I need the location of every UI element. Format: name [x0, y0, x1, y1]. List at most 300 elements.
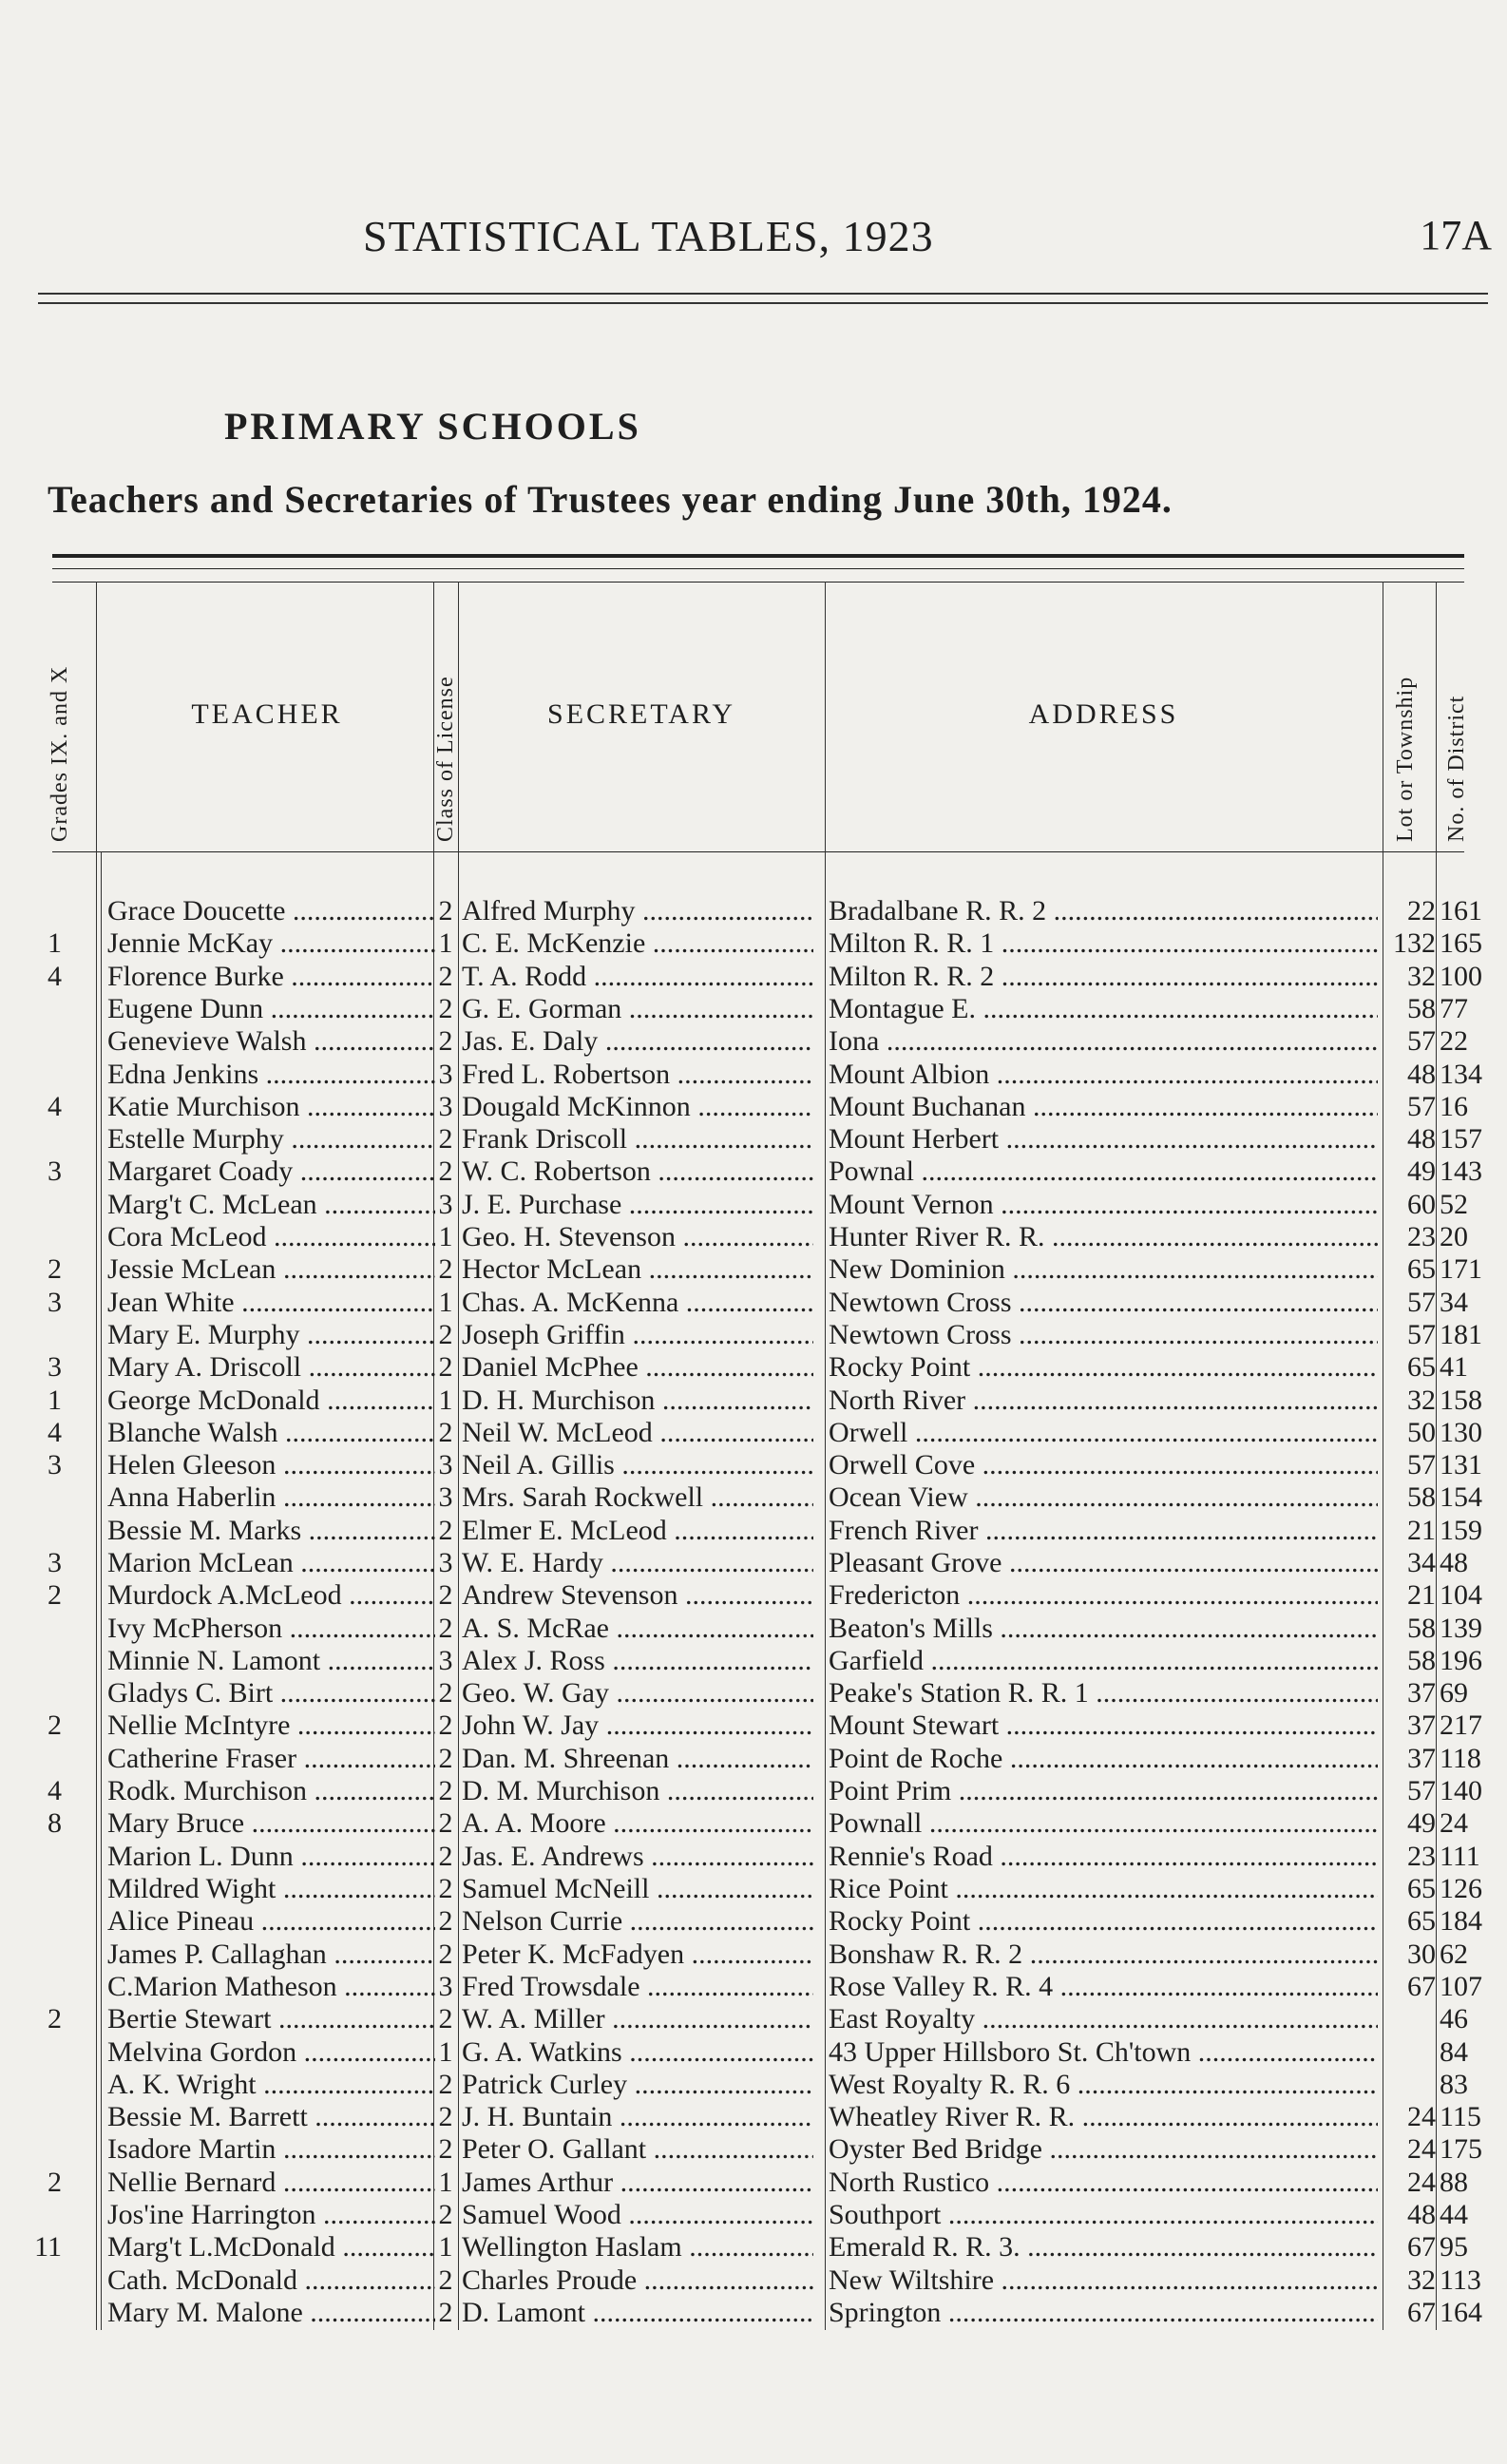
secretary-cell: J. H. Buntain .....	[462, 2101, 813, 2133]
grade-cell: 4	[48, 1417, 62, 1448]
class-cell: 2	[438, 2003, 453, 2034]
table-row	[0, 1189, 1507, 1221]
class-cell: 3	[438, 1645, 453, 1676]
address-cell: Beaton's Mills .....	[829, 1613, 1378, 1645]
teacher-cell: Mary E. Murphy .....	[107, 1319, 435, 1351]
district-cell: 77	[1440, 993, 1468, 1024]
teacher-cell: Nellie Bernard .....	[107, 2167, 435, 2199]
teacher-cell: Jos'ine Harrington .....	[107, 2199, 435, 2231]
district-cell: 104	[1440, 1579, 1482, 1611]
teacher-cell: C.Marion Matheson .....	[107, 1971, 435, 2003]
district-cell: 24	[1440, 1807, 1468, 1839]
class-cell: 2	[438, 1515, 453, 1546]
address-cell: Bradalbane R. R. 2 .....	[829, 895, 1378, 927]
table-row	[0, 961, 1507, 993]
address-cell: Bonshaw R. R. 2 .....	[829, 1939, 1378, 1971]
grade-cell: 4	[48, 1775, 62, 1806]
lot-cell: 58	[1407, 1645, 1436, 1676]
lot-cell: 67	[1407, 1971, 1436, 2002]
teacher-cell: Catherine Fraser .....	[107, 1743, 435, 1775]
class-cell: 2	[438, 2069, 453, 2100]
table-row	[0, 2264, 1507, 2297]
secretary-cell: Elmer E. McLeod .....	[462, 1515, 813, 1547]
table-row	[0, 895, 1507, 927]
lot-cell: 32	[1407, 961, 1436, 992]
secretary-cell: Dan. M. Shreenan .....	[462, 1743, 813, 1775]
lot-cell: 57	[1407, 1091, 1436, 1122]
secretary-cell: G. A. Watkins .....	[462, 2036, 813, 2069]
table-row	[0, 1807, 1507, 1840]
district-cell: 217	[1440, 1710, 1482, 1741]
address-cell: Emerald R. R. 3. .....	[829, 2231, 1378, 2263]
address-cell: French River .....	[829, 1515, 1378, 1547]
district-cell: 118	[1440, 1743, 1481, 1774]
secretary-cell: J. E. Purchase .....	[462, 1189, 813, 1221]
lot-cell: 49	[1407, 1807, 1436, 1839]
teacher-cell: Blanche Walsh .....	[107, 1417, 435, 1449]
table-row	[0, 2231, 1507, 2263]
table-row	[0, 1253, 1507, 1286]
lot-cell: 57	[1407, 1775, 1436, 1806]
class-cell: 3	[438, 1481, 453, 1513]
class-cell: 2	[438, 1710, 453, 1741]
lot-cell: 65	[1407, 1873, 1436, 1904]
teacher-cell: Minnie N. Lamont .....	[107, 1645, 435, 1677]
teacher-cell: Marion McLean .....	[107, 1547, 435, 1579]
address-cell: Montague E. .....	[829, 993, 1378, 1025]
lot-cell: 24	[1407, 2101, 1436, 2132]
secretary-cell: Geo. W. Gay .....	[462, 1677, 813, 1710]
address-cell: Pleasant Grove .....	[829, 1547, 1378, 1579]
grade-cell: 2	[48, 1579, 62, 1611]
column-header-address: ADDRESS	[1028, 698, 1179, 730]
lot-cell: 22	[1407, 895, 1436, 926]
secretary-cell: Samuel Wood .....	[462, 2199, 813, 2231]
district-cell: 159	[1440, 1515, 1482, 1546]
address-cell: Rocky Point .....	[829, 1351, 1378, 1384]
address-cell: Garfield .....	[829, 1645, 1378, 1677]
table-row	[0, 927, 1507, 960]
table-row	[0, 2101, 1507, 2133]
table-row	[0, 1613, 1507, 1645]
address-cell: Peake's Station R. R. 1 .....	[829, 1677, 1378, 1710]
lot-cell: 23	[1407, 1221, 1436, 1252]
column-header-grades: Grades IX. and X	[48, 665, 72, 842]
class-cell: 2	[438, 2264, 453, 2296]
table-row	[0, 2167, 1507, 2199]
table-row	[0, 1515, 1507, 1547]
address-cell: New Dominion .....	[829, 1253, 1378, 1286]
district-cell: 158	[1440, 1385, 1482, 1416]
address-cell: Hunter River R. R. .....	[829, 1221, 1378, 1253]
class-cell: 2	[438, 1775, 453, 1806]
address-cell: Point de Roche .....	[829, 1743, 1378, 1775]
secretary-cell: Fred L. Robertson .....	[462, 1059, 813, 1091]
teacher-cell: Margaret Coady .....	[107, 1156, 435, 1188]
table-row	[0, 1873, 1507, 1905]
teacher-cell: Rodk. Murchison .....	[107, 1775, 435, 1807]
district-cell: 143	[1440, 1156, 1482, 1187]
class-cell: 1	[438, 1385, 453, 1416]
district-cell: 164	[1440, 2297, 1482, 2328]
lot-cell: 23	[1407, 1841, 1436, 1872]
teacher-cell: Jean White .....	[107, 1287, 435, 1319]
district-cell: 46	[1440, 2003, 1468, 2034]
district-cell: 130	[1440, 1417, 1482, 1448]
teacher-cell: James P. Callaghan .....	[107, 1939, 435, 1971]
lot-cell: 65	[1407, 1905, 1436, 1937]
table-row	[0, 2069, 1507, 2101]
secretary-cell: John W. Jay .....	[462, 1710, 813, 1742]
page-number: 17A	[1420, 212, 1492, 258]
address-cell: Ocean View .....	[829, 1481, 1378, 1514]
address-cell: Point Prim .....	[829, 1775, 1378, 1807]
district-cell: 69	[1440, 1677, 1468, 1709]
class-cell: 1	[438, 2167, 453, 2198]
table-row	[0, 1221, 1507, 1253]
teacher-cell: Florence Burke .....	[107, 961, 435, 993]
class-cell: 2	[438, 1351, 453, 1383]
address-cell: New Wiltshire .....	[829, 2264, 1378, 2297]
teacher-cell: Gladys C. Birt .....	[107, 1677, 435, 1710]
teacher-cell: Katie Murchison .....	[107, 1091, 435, 1123]
teacher-cell: Edna Jenkins .....	[107, 1059, 435, 1091]
address-cell: Pownall .....	[829, 1807, 1378, 1840]
teacher-cell: Mildred Wight .....	[107, 1873, 435, 1905]
secretary-cell: Jas. E. Andrews .....	[462, 1841, 813, 1873]
grade-cell: 4	[48, 961, 62, 992]
column-header-secretary: SECRETARY	[547, 698, 735, 730]
grade-cell: 1	[48, 927, 62, 959]
teacher-cell: Grace Doucette .....	[107, 895, 435, 927]
table-row	[0, 1417, 1507, 1449]
class-cell: 3	[438, 1189, 453, 1220]
lot-cell: 65	[1407, 1351, 1436, 1383]
district-cell: 62	[1440, 1939, 1468, 1970]
district-cell: 95	[1440, 2231, 1468, 2263]
lot-cell: 50	[1407, 1417, 1436, 1448]
address-cell: Milton R. R. 1 .....	[829, 927, 1378, 960]
secretary-cell: Peter K. McFadyen .....	[462, 1939, 813, 1971]
table-top-rule	[52, 568, 1464, 569]
lot-cell: 30	[1407, 1939, 1436, 1970]
lot-cell: 48	[1407, 1059, 1436, 1090]
teacher-cell: Marion L. Dunn .....	[107, 1841, 435, 1873]
class-cell: 2	[438, 2133, 453, 2165]
class-cell: 1	[438, 2036, 453, 2068]
class-cell: 3	[438, 1091, 453, 1122]
secretary-cell: Daniel McPhee .....	[462, 1351, 813, 1384]
lot-cell: 24	[1407, 2167, 1436, 2198]
district-cell: 100	[1440, 961, 1482, 992]
teacher-cell: Marg't L.McDonald .....	[107, 2231, 435, 2263]
lot-cell: 37	[1407, 1710, 1436, 1741]
district-cell: 134	[1440, 1059, 1482, 1090]
secretary-cell: Patrick Curley .....	[462, 2069, 813, 2101]
class-cell: 2	[438, 1905, 453, 1937]
teacher-cell: Cath. McDonald .....	[107, 2264, 435, 2297]
teacher-cell: Genevieve Walsh .....	[107, 1025, 435, 1058]
table-row	[0, 1710, 1507, 1742]
table-row	[0, 2003, 1507, 2035]
class-cell: 2	[438, 1807, 453, 1839]
address-cell: Rocky Point .....	[829, 1905, 1378, 1938]
class-cell: 1	[438, 1221, 453, 1252]
address-cell: Springton .....	[829, 2297, 1378, 2329]
address-cell: Orwell Cove .....	[829, 1449, 1378, 1481]
class-cell: 2	[438, 2297, 453, 2328]
class-cell: 1	[438, 2231, 453, 2263]
class-cell: 2	[438, 1841, 453, 1872]
district-cell: 196	[1440, 1645, 1482, 1676]
address-cell: Pownal .....	[829, 1156, 1378, 1188]
district-cell: 139	[1440, 1613, 1482, 1644]
secretary-cell: Dougald McKinnon .....	[462, 1091, 813, 1123]
class-cell: 2	[438, 1156, 453, 1187]
address-cell: North Rustico .....	[829, 2167, 1378, 2199]
address-cell: Fredericton .....	[829, 1579, 1378, 1612]
district-cell: 44	[1440, 2199, 1468, 2230]
header-rule	[38, 293, 1488, 295]
address-cell: Southport .....	[829, 2199, 1378, 2231]
class-cell: 2	[438, 1743, 453, 1774]
class-cell: 2	[438, 1613, 453, 1644]
secretary-cell: James Arthur .....	[462, 2167, 813, 2199]
table-top-rule	[52, 554, 1464, 558]
secretary-cell: G. E. Gorman .....	[462, 993, 813, 1025]
grade-cell: 3	[48, 1287, 62, 1318]
teacher-cell: Alice Pineau .....	[107, 1905, 435, 1938]
table-row	[0, 2199, 1507, 2231]
class-cell: 1	[438, 927, 453, 959]
teacher-cell: Jennie McKay .....	[107, 927, 435, 960]
address-cell: West Royalty R. R. 6 .....	[829, 2069, 1378, 2101]
secretary-cell: Frank Driscoll .....	[462, 1123, 813, 1156]
grade-cell: 3	[48, 1547, 62, 1578]
address-cell: 43 Upper Hillsboro St. Ch'town .....	[829, 2036, 1378, 2069]
grade-cell: 8	[48, 1807, 62, 1839]
lot-cell: 67	[1407, 2297, 1436, 2328]
district-cell: 16	[1440, 1091, 1468, 1122]
table-row	[0, 1025, 1507, 1058]
secretary-cell: A. A. Moore .....	[462, 1807, 813, 1840]
class-cell: 2	[438, 1939, 453, 1970]
secretary-cell: Nelson Currie .....	[462, 1905, 813, 1938]
district-cell: 131	[1440, 1449, 1482, 1480]
table-row	[0, 1351, 1507, 1384]
secretary-cell: W. C. Robertson .....	[462, 1156, 813, 1188]
class-cell: 2	[438, 1417, 453, 1448]
table-row	[0, 1091, 1507, 1123]
district-cell: 20	[1440, 1221, 1468, 1252]
teacher-cell: Jessie McLean .....	[107, 1253, 435, 1286]
table-row	[0, 1971, 1507, 2003]
district-cell: 115	[1440, 2101, 1481, 2132]
teacher-cell: Mary A. Driscoll .....	[107, 1351, 435, 1384]
table-row	[0, 1905, 1507, 1938]
lot-cell: 21	[1407, 1515, 1436, 1546]
secretary-cell: Andrew Stevenson .....	[462, 1579, 813, 1612]
class-cell: 2	[438, 1123, 453, 1155]
table-row	[0, 1156, 1507, 1188]
column-header-class: Class of License	[433, 676, 458, 842]
district-cell: 41	[1440, 1351, 1468, 1383]
lot-cell: 58	[1407, 1613, 1436, 1644]
secretary-cell: Charles Proude .....	[462, 2264, 813, 2297]
district-cell: 165	[1440, 927, 1482, 959]
lot-cell: 57	[1407, 1287, 1436, 1318]
table-row	[0, 1449, 1507, 1481]
secretary-cell: W. E. Hardy .....	[462, 1547, 813, 1579]
table-row	[0, 2133, 1507, 2166]
lot-cell: 32	[1407, 1385, 1436, 1416]
teacher-cell: Anna Haberlin .....	[107, 1481, 435, 1514]
class-cell: 2	[438, 1253, 453, 1285]
table-row	[0, 993, 1507, 1025]
secretary-cell: Alex J. Ross .....	[462, 1645, 813, 1677]
class-cell: 3	[438, 1449, 453, 1480]
grade-cell: 2	[48, 2167, 62, 2198]
table-row	[0, 1579, 1507, 1612]
grade-cell: 2	[48, 1253, 62, 1285]
lot-cell: 24	[1407, 2133, 1436, 2165]
lot-cell: 49	[1407, 1156, 1436, 1187]
lot-cell: 37	[1407, 1743, 1436, 1774]
class-cell: 2	[438, 2199, 453, 2230]
class-cell: 2	[438, 2101, 453, 2132]
address-cell: Mount Buchanan .....	[829, 1091, 1378, 1123]
secretary-cell: Hector McLean .....	[462, 1253, 813, 1286]
grade-cell: 3	[48, 1449, 62, 1480]
secretary-cell: W. A. Miller .....	[462, 2003, 813, 2035]
secretary-cell: Chas. A. McKenna .....	[462, 1287, 813, 1319]
grade-cell: 3	[48, 1351, 62, 1383]
grade-cell: 4	[48, 1091, 62, 1122]
running-title: STATISTICAL TABLES, 1923	[363, 212, 934, 260]
lot-cell: 57	[1407, 1025, 1436, 1057]
class-cell: 1	[438, 1287, 453, 1318]
address-cell: Newtown Cross .....	[829, 1287, 1378, 1319]
class-cell: 3	[438, 1971, 453, 2002]
address-cell: East Royalty .....	[829, 2003, 1378, 2035]
teacher-cell: Isadore Martin .....	[107, 2133, 435, 2166]
district-cell: 22	[1440, 1025, 1468, 1057]
class-cell: 2	[438, 993, 453, 1024]
teacher-cell: George McDonald .....	[107, 1385, 435, 1417]
teacher-cell: Melvina Gordon .....	[107, 2036, 435, 2069]
address-cell: Rice Point .....	[829, 1873, 1378, 1905]
district-cell: 140	[1440, 1775, 1482, 1806]
secretary-cell: Joseph Griffin .....	[462, 1319, 813, 1351]
table-row	[0, 1743, 1507, 1775]
address-cell: Oyster Bed Bridge .....	[829, 2133, 1378, 2166]
secretary-cell: Mrs. Sarah Rockwell .....	[462, 1481, 813, 1514]
class-cell: 2	[438, 895, 453, 926]
class-cell: 2	[438, 1677, 453, 1709]
lot-cell: 34	[1407, 1547, 1436, 1578]
district-cell: 83	[1440, 2069, 1468, 2100]
district-cell: 88	[1440, 2167, 1468, 2198]
table-row	[0, 1547, 1507, 1579]
header-bottom-rule	[52, 851, 1464, 852]
lot-cell: 60	[1407, 1189, 1436, 1220]
lot-cell: 57	[1407, 1319, 1436, 1350]
lot-cell: 58	[1407, 993, 1436, 1024]
table-row	[0, 1481, 1507, 1514]
address-cell: Newtown Cross .....	[829, 1319, 1378, 1351]
secretary-cell: Alfred Murphy .....	[462, 895, 813, 927]
secretary-cell: A. S. McRae .....	[462, 1613, 813, 1645]
header-rule	[38, 302, 1488, 304]
column-header-lot: Lot or Township	[1393, 676, 1418, 842]
column-header-district: No. of District	[1444, 695, 1469, 842]
lot-cell: 65	[1407, 1253, 1436, 1285]
table-row	[0, 1059, 1507, 1091]
teacher-cell: Mary M. Malone .....	[107, 2297, 435, 2329]
secretary-cell: Neil A. Gillis .....	[462, 1449, 813, 1481]
district-cell: 52	[1440, 1189, 1468, 1220]
running-head	[0, 211, 1507, 268]
lot-cell: 32	[1407, 2264, 1436, 2296]
lot-cell: 58	[1407, 1481, 1436, 1513]
table-row	[0, 1287, 1507, 1319]
address-cell: Rennie's Road .....	[829, 1841, 1378, 1873]
table-row	[0, 2036, 1507, 2069]
district-cell: 171	[1440, 1253, 1482, 1285]
secretary-cell: Wellington Haslam .....	[462, 2231, 813, 2263]
grade-cell: 3	[48, 1156, 62, 1187]
district-cell: 184	[1440, 1905, 1482, 1937]
district-cell: 175	[1440, 2133, 1482, 2165]
district-cell: 157	[1440, 1123, 1482, 1155]
secretary-cell: D. H. Murchison .....	[462, 1385, 813, 1417]
grade-cell: 2	[48, 1710, 62, 1741]
secretary-cell: Peter O. Gallant .....	[462, 2133, 813, 2166]
lot-cell: 48	[1407, 2199, 1436, 2230]
address-cell: Mount Herbert .....	[829, 1123, 1378, 1156]
secretary-cell: D. Lamont .....	[462, 2297, 813, 2329]
address-cell: Wheatley River R. R. .....	[829, 2101, 1378, 2133]
address-cell: Mount Stewart .....	[829, 1710, 1378, 1742]
table-row	[0, 1319, 1507, 1351]
class-cell: 2	[438, 1579, 453, 1611]
table-row	[0, 1841, 1507, 1873]
secretary-cell: Jas. E. Daly .....	[462, 1025, 813, 1058]
teacher-cell: Helen Gleeson .....	[107, 1449, 435, 1481]
district-cell: 181	[1440, 1319, 1482, 1350]
teacher-cell: Mary Bruce .....	[107, 1807, 435, 1840]
table-row	[0, 1123, 1507, 1156]
district-cell: 34	[1440, 1287, 1468, 1318]
table-row	[0, 1939, 1507, 1971]
table-row	[0, 1775, 1507, 1807]
lot-cell: 67	[1407, 2231, 1436, 2263]
class-cell: 2	[438, 961, 453, 992]
teacher-cell: Bessie M. Marks .....	[107, 1515, 435, 1547]
class-cell: 3	[438, 1547, 453, 1578]
address-cell: Mount Albion .....	[829, 1059, 1378, 1091]
secretary-cell: T. A. Rodd .....	[462, 961, 813, 993]
district-cell: 113	[1440, 2264, 1481, 2296]
district-cell: 154	[1440, 1481, 1482, 1513]
lot-cell: 21	[1407, 1579, 1436, 1611]
class-cell: 2	[438, 1319, 453, 1350]
class-cell: 2	[438, 1025, 453, 1057]
district-cell: 107	[1440, 1971, 1482, 2002]
lot-cell: 48	[1407, 1123, 1436, 1155]
teacher-cell: Eugene Dunn .....	[107, 993, 435, 1025]
secretary-cell: Samuel McNeill .....	[462, 1873, 813, 1905]
